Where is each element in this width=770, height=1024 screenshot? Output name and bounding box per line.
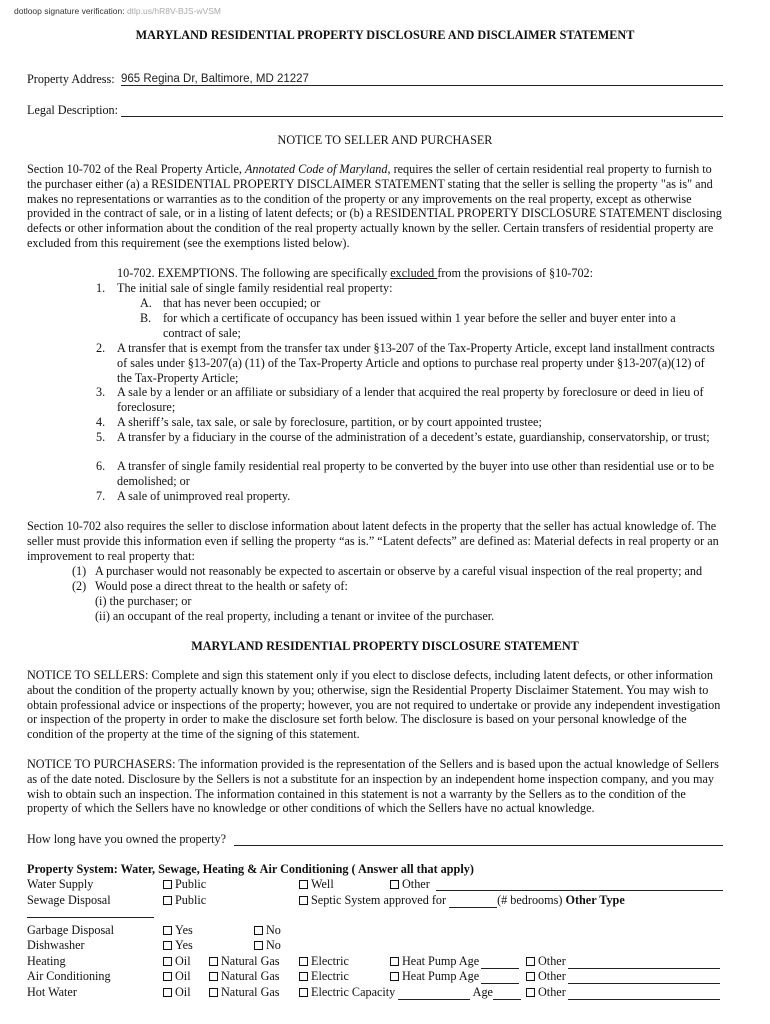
option-label: Oil: [175, 954, 191, 968]
hot-water-electric-option[interactable]: [299, 985, 521, 1000]
property-system-heading: Property System: Water, Sewage, Heating & Air Conditioning ( Answer all that apply): [27, 862, 474, 876]
exemption-item: A sale of unimproved real property.: [117, 489, 291, 503]
exemption-item: A transfer of single family residential real property to be converted by the buyer into use other than residential use or to be demolished; or: [117, 459, 714, 488]
property-address-label: Property Address:: [27, 72, 115, 86]
checkbox[interactable]: [254, 926, 263, 935]
checkbox[interactable]: [163, 880, 172, 889]
intro-rest: , requires the seller of certain residential real property to furnish to the purchaser either (a) a RESIDENTIAL PROPERTY DISCLAIMER STATEMENT stating that the seller is selling the property "as is" and makes no representations or warranties as to the condition of the property or any improvements on the real property, except as otherwise provided in the contract of sale, or in a listing of latent defects; or (b) a RESIDENTIAL PROPERTY DISCLOSURE STATEMENT disclosing defects or other information about the condition of the real property actually known by the seller. Certain transfers of residential property are excluded from this requirement (see the exemptions listed below).: [27, 162, 722, 250]
heat-pump-age-field[interactable]: [481, 956, 519, 969]
garbage-disposal-label: Garbage Disposal: [27, 923, 114, 937]
property-address-field[interactable]: [121, 71, 723, 86]
checkbox[interactable]: [299, 880, 308, 889]
garbage-no-option[interactable]: [254, 923, 281, 938]
exemption-num: 7.: [96, 489, 106, 503]
heating-heat-pump-option[interactable]: [390, 954, 519, 969]
dishwasher-no-option[interactable]: [254, 938, 281, 953]
exemptions-heading: [117, 266, 593, 281]
option-label: Natural Gas: [221, 954, 280, 968]
latent-num: (1): [72, 564, 87, 578]
heating-other-option[interactable]: [526, 954, 720, 969]
option-label: Heat Pump Age: [402, 969, 480, 983]
option-label: Public: [175, 893, 207, 907]
heating-other-field[interactable]: [568, 956, 720, 969]
checkbox[interactable]: [526, 972, 535, 981]
option-label: Yes: [175, 923, 193, 937]
option-label: Oil: [175, 969, 191, 983]
exemptions-head-b: from the provisions of §10-702:: [437, 266, 594, 280]
exemption-item: that has never been occupied; or: [163, 296, 321, 310]
water-other-option[interactable]: [390, 877, 430, 892]
disclosure-heading: MARYLAND RESIDENTIAL PROPERTY DISCLOSURE STATEMENT: [191, 639, 579, 653]
property-address-value: 965 Regina Dr, Baltimore, MD 21227: [121, 73, 309, 85]
checkbox[interactable]: [390, 957, 399, 966]
exemption-num: 1.: [96, 281, 106, 295]
heating-gas-option[interactable]: [209, 954, 280, 969]
option-label: Well: [311, 877, 334, 891]
notice-heading: NOTICE TO SELLER AND PURCHASER: [277, 133, 493, 147]
bedrooms-label: (# bedrooms): [497, 893, 563, 907]
ac-other-option[interactable]: [526, 969, 720, 984]
latent-subitem: (i) the purchaser; or: [95, 594, 192, 608]
option-label: Heat Pump Age: [402, 954, 480, 968]
checkbox[interactable]: [209, 957, 218, 966]
sewage-septic-option[interactable]: [299, 893, 625, 908]
checkbox[interactable]: [163, 988, 172, 997]
latent-paragraph: Section 10-702 also requires the seller to disclose information about latent defects in the property that the seller has actual knowledge of. The seller must provide this information even if selling the property “as is.” “Latent defects” are defined as: Material defects in real property or an improvement to real property that:: [27, 519, 719, 563]
exemption-item: A transfer by a fiduciary in the course of the administration of a decedent’s estate, guardianship, conservatorship, or trust;: [117, 430, 710, 444]
exemption-item: A transfer that is exempt from the transfer tax under §13-207 of the Tax-Property Article, except land installment contracts of sales under §13-207(a) (11) of the Tax-Property Article and options to purchase real property under §13-207(a)(12) of the Tax-Property Article;: [117, 341, 715, 385]
divider-line: [27, 917, 154, 918]
water-public-option[interactable]: [163, 877, 206, 892]
age-label: Age: [472, 985, 493, 999]
ac-gas-option[interactable]: [209, 969, 280, 984]
hot-water-label: Hot Water: [27, 985, 77, 999]
checkbox[interactable]: [163, 957, 172, 966]
checkbox[interactable]: [209, 972, 218, 981]
option-label: Other: [538, 954, 566, 968]
ac-oil-option[interactable]: [163, 969, 191, 984]
option-label: Public: [175, 877, 207, 891]
bedrooms-field[interactable]: [449, 895, 497, 908]
option-label: Other: [402, 877, 430, 891]
intro-italic: Annotated Code of Maryland: [244, 162, 388, 176]
option-label: Electric: [311, 954, 349, 968]
option-label: Natural Gas: [221, 985, 280, 999]
exemptions-head-u: excluded: [390, 266, 438, 280]
ac-other-field[interactable]: [568, 971, 720, 984]
hot-water-age-field[interactable]: [493, 987, 521, 1000]
hot-water-gas-option[interactable]: [209, 985, 280, 1000]
option-label: Electric Capacity: [311, 985, 396, 999]
checkbox[interactable]: [163, 926, 172, 935]
checkbox[interactable]: [299, 988, 308, 997]
checkbox[interactable]: [163, 896, 172, 905]
garbage-yes-option[interactable]: [163, 923, 193, 938]
heating-electric-option[interactable]: [299, 954, 349, 969]
option-label: Electric: [311, 969, 349, 983]
checkbox[interactable]: [163, 972, 172, 981]
heating-label: Heating: [27, 954, 66, 968]
other-type-label: Other Type: [565, 893, 625, 907]
heating-oil-option[interactable]: [163, 954, 191, 969]
sewage-public-option[interactable]: [163, 893, 206, 908]
ac-heat-pump-option[interactable]: [390, 969, 519, 984]
exemption-item: A sale by a lender or an affiliate or subsidiary of a lender that acquired the real property by foreclosure or deed in lieu of foreclosure;: [117, 385, 704, 414]
checkbox[interactable]: [390, 880, 399, 889]
hot-water-other-option[interactable]: [526, 985, 720, 1000]
water-other-field[interactable]: [436, 876, 723, 891]
signature-verification: [14, 4, 221, 19]
exemption-num: 5.: [96, 430, 106, 444]
verification-code: dtlp.us/hR8V-BJS-wVSM: [126, 6, 221, 16]
checkbox[interactable]: [163, 941, 172, 950]
exemption-num: 3.: [96, 385, 106, 399]
option-label: Oil: [175, 985, 191, 999]
exemption-num: A.: [140, 296, 152, 310]
legal-description-label: Legal Description:: [27, 103, 119, 117]
notice-to-purchasers: NOTICE TO PURCHASERS: The information provided is the representation of the Sellers and is based upon the actual knowledge of Sellers as of the date noted. Disclosure by the Sellers is not a substitute for an inspection by an independent home inspection company, and you may wish to obtain such an inspection. The information contained in this statement is not a warranty by the Sellers as to the condition of the property of which the Sellers have no knowledge or other conditions of which the Sellers have no actual knowledge.: [27, 757, 719, 816]
latent-num: (2): [72, 579, 87, 593]
option-label: Yes: [175, 938, 193, 952]
ac-heat-pump-age-field[interactable]: [481, 971, 519, 984]
hot-water-oil-option[interactable]: [163, 985, 191, 1000]
sewage-label: Sewage Disposal: [27, 893, 111, 907]
option-label: No: [266, 923, 281, 937]
option-label: Other: [538, 985, 566, 999]
exemption-num: 4.: [96, 415, 106, 429]
checkbox[interactable]: [390, 972, 399, 981]
verification-label: dotloop signature verification:: [14, 6, 125, 16]
option-label: Other: [538, 969, 566, 983]
exemption-num: 2.: [96, 341, 106, 355]
intro-paragraph: [27, 162, 727, 251]
dishwasher-yes-option[interactable]: [163, 938, 193, 953]
exemption-item: for which a certificate of occupancy has been issued within 1 year before the seller and buyer enter into a contract of sale;: [163, 311, 676, 340]
dishwasher-label: Dishwasher: [27, 938, 85, 952]
latent-item: Would pose a direct threat to the health or safety of:: [95, 579, 348, 593]
owned-question: How long have you owned the property?: [27, 832, 227, 846]
option-label: Septic System approved for: [311, 893, 447, 907]
checkbox[interactable]: [299, 957, 308, 966]
exemption-num: 6.: [96, 459, 106, 473]
intro-text: Section 10-702 of the Real Property Article,: [27, 162, 245, 176]
exemption-item: The initial sale of single family residential real property:: [117, 281, 393, 295]
checkbox[interactable]: [209, 988, 218, 997]
page-title: MARYLAND RESIDENTIAL PROPERTY DISCLOSURE AND DISCLAIMER STATEMENT: [135, 28, 635, 42]
latent-subitem: (ii) an occupant of the real property, including a tenant or invitee of the purchaser.: [95, 609, 495, 623]
checkbox[interactable]: [526, 957, 535, 966]
air-conditioning-label: Air Conditioning: [27, 969, 111, 983]
notice-to-sellers: NOTICE TO SELLERS: Complete and sign this statement only if you elect to disclose defects, including latent defects, or other information about the condition of the property actually known by you; otherwise, sign the Residential Property Disclaimer Statement. You may wish to obtain professional advice or inspections of the property; however, you are not required to undertake or provide any independent investigation or inspection of the property in order to make the disclosure set forth below. The disclosure is based on your personal knowledge of the condition of the property at the time of the signing of this statement.: [27, 668, 721, 742]
exemption-num: B.: [140, 311, 152, 325]
hot-water-other-field[interactable]: [568, 987, 720, 1000]
exemption-item: A sheriff’s sale, tax sale, or sale by foreclosure, partition, or by court appointed trustee;: [117, 415, 542, 429]
ac-electric-option[interactable]: [299, 969, 349, 984]
legal-description-field[interactable]: [121, 102, 723, 117]
checkbox[interactable]: [254, 941, 263, 950]
water-supply-label: Water Supply: [27, 877, 94, 891]
option-label: Natural Gas: [221, 969, 280, 983]
checkbox[interactable]: [299, 896, 308, 905]
checkbox[interactable]: [299, 972, 308, 981]
latent-item: A purchaser would not reasonably be expected to ascertain or observe by a careful visual inspection of the real property; and: [95, 564, 703, 578]
electric-capacity-field[interactable]: [398, 987, 470, 1000]
owned-answer-field[interactable]: [234, 831, 723, 846]
checkbox[interactable]: [526, 988, 535, 997]
option-label: No: [266, 938, 281, 952]
exemptions-head-a: 10-702. EXEMPTIONS. The following are specifically: [117, 266, 391, 280]
water-well-option[interactable]: [299, 877, 334, 892]
